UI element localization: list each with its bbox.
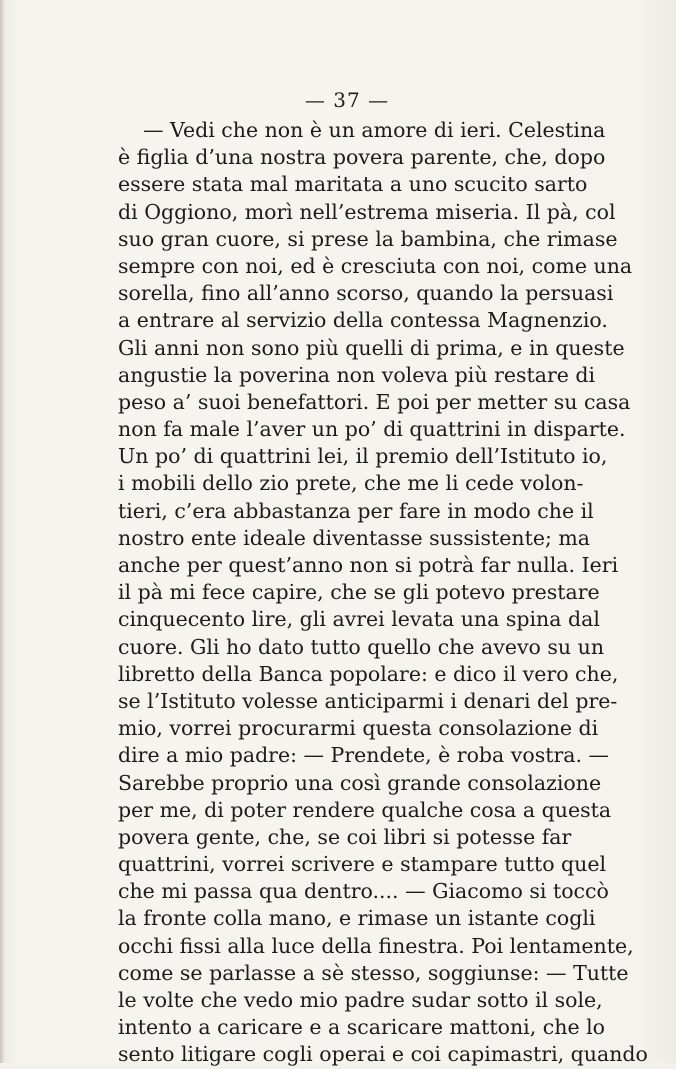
text-line: suo gran cuore, si prese la bambina, che rimase bbox=[118, 226, 618, 251]
text-line: a entrare al servizio della contessa Magnenzio. bbox=[118, 308, 608, 333]
text-line: se l’Istituto volesse anticiparmi i denari del pre- bbox=[118, 688, 618, 713]
text-line: per me, di poter rendere qualche cosa a questa bbox=[118, 797, 612, 822]
text-line: cuore. Gli ho dato tutto quello che avevo su un bbox=[118, 634, 605, 659]
text-line: Sarebbe proprio una così grande consolazione bbox=[118, 770, 602, 795]
text-line: la fronte colla mano, e rimase un istante cogli bbox=[118, 906, 596, 931]
text-line: come se parlasse a sè stesso, soggiunse: — Tutte bbox=[118, 960, 629, 985]
text-line: è figlia d’una nostra povera parente, che, dopo bbox=[118, 145, 606, 170]
body-text bbox=[118, 117, 648, 1069]
text-line: sento litigare cogli operai e coi capimastri, quando bbox=[118, 1042, 648, 1067]
text-line: povera gente, che, se coi libri si potesse far bbox=[118, 824, 572, 849]
text-line: i mobili dello zio prete, che me li cede volon- bbox=[118, 471, 584, 496]
text-line: cinquecento lire, gli avrei levata una spina dal bbox=[118, 607, 600, 632]
text-line: essere stata mal maritata a uno scucito sarto bbox=[118, 172, 588, 197]
page-binding-edge bbox=[0, 0, 5, 1063]
text-line: tieri, c’era abbastanza per fare in modo che il bbox=[118, 498, 594, 523]
text-line: peso a’ suoi benefattori. E poi per metter su casa bbox=[118, 389, 631, 414]
text-line: nostro ente ideale diventasse sussistente; ma bbox=[118, 525, 591, 550]
text-line: le volte che vedo mio padre sudar sotto il sole, bbox=[118, 988, 603, 1012]
page-number: — 37 — bbox=[304, 88, 390, 112]
text-line: libretto della Banca popolare: e dico il vero che, bbox=[118, 661, 619, 686]
text-line: Un po’ di quattrini lei, il premio dell’Istituto io, bbox=[118, 444, 608, 469]
text-line: occhi fissi alla luce della finestra. Poi lentamente, bbox=[118, 933, 634, 958]
text-line: non fa male l’aver un po’ di quattrini in disparte. bbox=[118, 417, 626, 442]
text-line: intento a caricare e a scaricare mattoni, che lo bbox=[118, 1015, 605, 1040]
text-line: il pà mi fece capire, che se gli potevo prestare bbox=[118, 580, 600, 605]
text-line: sempre con noi, ed è cresciuta con noi, come una bbox=[118, 253, 633, 278]
text-line: che mi passa qua dentro.... — Giacomo si toccò bbox=[118, 879, 609, 904]
text-line: mio, vorrei procurarmi questa consolazione di bbox=[118, 716, 599, 741]
text-line: — Vedi che non è un amore di ieri. Celestina bbox=[143, 118, 606, 142]
text-line: anche per quest’anno non si potrà far nulla. Ieri bbox=[118, 553, 619, 577]
text-line: sorella, fino all’anno scorso, quando la persuasi bbox=[118, 281, 614, 306]
text-line: quattrini, vorrei scrivere e stampare tutto quel bbox=[118, 852, 607, 877]
text-line: Gli anni non sono più quelli di prima, e in queste bbox=[118, 335, 625, 360]
text-line: dire a mio padre: — Prendete, è roba vostra. — bbox=[118, 743, 610, 768]
text-line: angustie la poverina non voleva più restare di bbox=[118, 362, 596, 387]
text-line: di Oggiono, morì nell’estrema miseria. Il pà, col bbox=[118, 199, 616, 224]
